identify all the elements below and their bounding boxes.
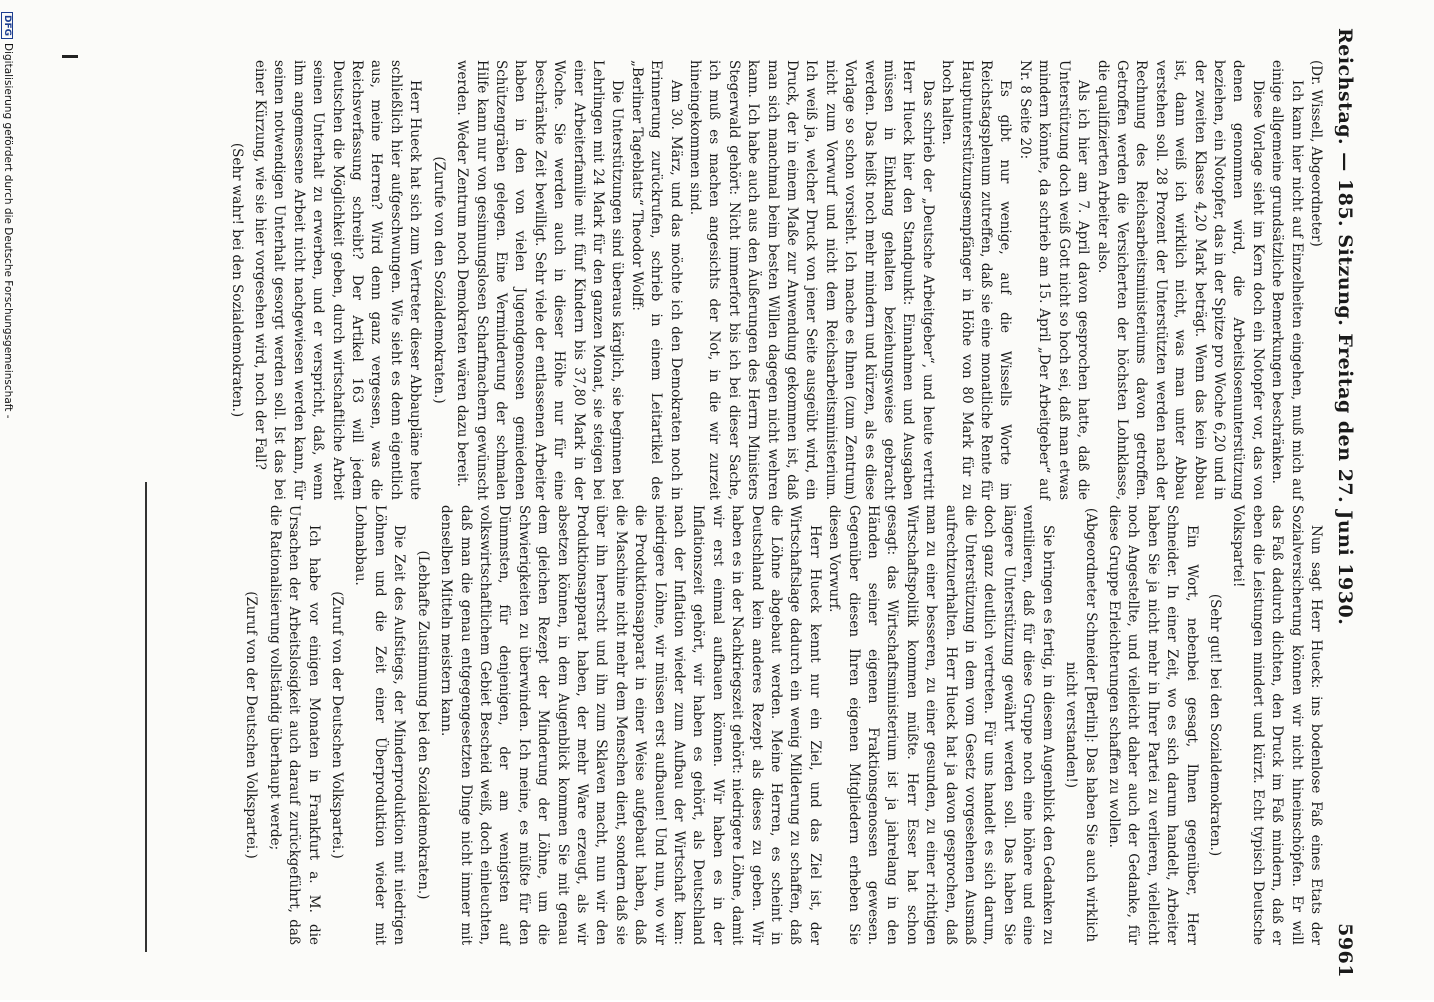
left-paragraph: Herr Hueck hat sich zum Vertreter dieser Abbaupläne heute schließlich hier aufgeschwungen. Wie sieht es denn eigentlich aus, meine Herren? Wird denn ganz vergessen, was die Reichsverfassung schreibt? Der Artikel 163 will jedem Deutschen die Möglichkeit geben, durch wirtschaftliche Arbeit seinen Unterhalt zu erwerben, und er verspricht, daß, wenn ihm angemessene Arbeit nicht nachgewiesen werden kann, für seinen notwendigen Unterhalt gesorgt werden soll. Ist das bei einer Kürzung, wie sie hier vorgesehen wird, noch der Fall? — [252, 60, 424, 500]
left-paragraph: (Sehr wahr! bei den Sozialdemokraten.) — [228, 142, 245, 418]
left-paragraph: (Dr. Wissell, Abgeordneter) — [1308, 60, 1324, 247]
right-paragraph: (Zuruf von der Deutschen Volkspartei.) — [329, 591, 346, 859]
running-header — [1330, 28, 1360, 978]
right-paragraph: (Sehr gut! bei den Sozialdemokraten.) — [1206, 593, 1223, 857]
left-paragraph: Als ich hier am 7. April davon gesprochen hatte, daß die Unterstützung doch weiß Gott nicht so hoch sei, daß man etwas mindern könnte, da schrieb am 15. April „Der Arbeitgeber“ auf Nr. 8 Seite 20: — [1016, 60, 1092, 500]
column-divider — [145, 482, 147, 952]
dfg-logo: DFG — [1, 12, 13, 39]
right-paragraph: (Lebhafte Zustimmung bei den Sozialdemokraten.) — [414, 550, 431, 900]
right-paragraph: Ich habe vor einigen Monaten in Frankfurt a. M. die Ursachen der Arbeitslosigkeit auch darauf zurückgeführt, daß die Rationalisierung vollständig überhaupt werde; — [266, 505, 322, 945]
right-paragraph: Ein Wort, nebenbei gesagt, Ihnen gegenüber, Herr Schneider. In einer Zeit, wo es sich darum handelt, Arbeiter haben Sie ja nicht mehr in Ihrer Partei zu verlieren, vielleicht noch Angestellte, und vielleicht daher auch der Gedanke, für diese Gruppe Erleichterungen schaffen zu wollen. — [1105, 505, 1200, 945]
left-paragraph: Ich kann hier nicht auf Einzelheiten eingehen, muß mich auf einige allgemeine grundsätzliche Bemerkungen beschränken. — [1269, 60, 1305, 500]
right-paragraph: Nun sagt Herr Hueck: ins bodenlose Faß eines Etats der Sozialversicherung können wir nicht hineinschöpfen. Er will das Faß dadurch dichten, den Druck im Faß mindern, daß er eben die Leistungen mindert und kürzt. Echt typisch Deutsche Volkspartei! — [1230, 505, 1324, 945]
left-paragraph: Diese Vorlage sieht im Kern doch ein Notopfer vor, das von denen genommen wird, die Arbeitslosenunterstützung beziehen, ein Notopfer, das in der Spitze pro Woche 6,20 und in der zweiten Klasse 4,20 Mark beträgt. Wenn das kein Abbau ist, dann weiß ich wirklich nicht, was man unter Abbau verstehen soll. 28 Prozent der Unterstützten werden nach der Rechnung des Reichsarbeitsministeriums davon getroffen. Getroffen werden die Versicherten der höchsten Lohnklasse, die qualifizierten Arbeiter also. — [1094, 60, 1266, 500]
left-paragraph: Es gibt nur wenige, auf die Wissells Worte im Reichstagsplenum zutreffen, daß sie eine monatliche Rente für Hauptunterstützungsempfänger in Höhe von 80 Mark für zu hoch halten. — [939, 60, 1014, 500]
header-title: Reichstag. — 185. Sitzung. Freitag den 27. Juni 1930. — [1334, 28, 1356, 626]
right-paragraph: Die Zeit des Aufstiegs, der Minderproduktion mit niedrigen Löhnen und die Zeit einer Überproduktion wieder mit Lohnabbau. — [352, 505, 408, 945]
footer-text: Digitalisierung gefördert durch die Deutsche Forschungsgemeinschaft - — [2, 43, 14, 419]
digitization-footer — [0, 12, 14, 1002]
page-number: 5961 — [1334, 923, 1356, 978]
scan-mark — [62, 55, 78, 58]
left-paragraph: Am 30. März, und das möchte ich den Demokraten noch in Erinnerung zurückrufen, schrieb in einem Leitartikel des „Berliner Tageblatts“ Theodor Wolff: — [628, 60, 684, 500]
left-paragraph: Das schrieb der „Deutsche Arbeitgeber“, und heute vertritt Herr Hueck hier den Standpunkt: Einnahmen und Ausgaben müssen in Einklang gehalten beziehungsweise gebracht werden. Das heißt noch mehr mindern und kürzen, als es diese Vorlage so schon vorsieht. Ich mache es Ihnen (zum Zentrum) nicht zum Vorwurf und nicht dem Reichsarbeitsministerium. Ich weiß ja, welcher Druck von jener Seite ausgeübt wird, ein Druck, der in einem Maße zur Anwendung gekommen ist, daß man sich manchmal beim besten Willen dagegen nicht wehren kann. Ich habe auch aus den Äußerungen des Herrn Ministers Stegerwald gehört: Nicht immerfort bis ich bei dieser Sache, ich muß es machen angesichts der Not, in die wir zurzeit hineingekommen sind. — [687, 60, 936, 500]
right-paragraph: Sie bringen es fertig, in diesem Augenblick den Gedanken zu ventilieren, daß für diese Gruppe noch eine höhere und eine längere Unterstützung gewährt werden soll. Das haben Sie doch ganz deutlich vertreten. Für uns handelt es sich darum, die Unterstützung in dem vom Gesetz vorgesehenen Ausmaß aufrechtzuerhalten. Herr Hueck hat ja davon gesprochen, daß man zu einer besseren, zu einer gesunden, zu einer richtigen Wirtschaftspolitik kommen müßte. Herr Esser hat schon gesagt: das Wirtschaftsministerium ist ja jahrelang in den Händen seiner eigenen Fraktionsgenossen gewesen. Gegenüber diesen Ihren eigenen Mitgliedern erheben Sie diesen Vorwurf. — [826, 505, 1056, 945]
right-paragraph: (Abgeordneter Schneider [Berlin]: Das haben Sie auch wirklich nicht verstanden!) — [1063, 507, 1099, 943]
right-paragraph: Herr Hueck kennt nur ein Ziel, und das Ziel ist, der Wirtschaftslage dadurch ein wenig Milderung zu schaffen, daß die Löhne abgebaut werden. Meine Herren, es scheint in Deutschland kein anderes Rezept als dieses zu geben. Wir haben es in der Nachkriegszeit gehört: niedrigere Löhne, damit wir erst einmal aufbauen können. Wir haben es in der Inflationszeit gehört, wir haben es gehört, als Deutschland nach der Inflation wieder zum Aufbau der Wirtschaft kam: niedrigere Löhne, wir müssen erst aufbauen! Und nun, wo wir die Produktionsapparat in einer Weise aufgebaut haben, daß die Maschine nicht mehr dem Menschen dient, sondern daß sie über ihn herrscht und ihn zum Sklaven macht, nun wir den Produktionsapparat haben, der mehr Ware erzeugt, als wir absetzen können, in dem Augenblick kommen Sie mit genau dem gleichen Rezept der Minderung der Löhne, um die Schwierigkeiten zu überwinden. Ich meine, es müßte für den Dümmsten, für denjenigen, der am wenigsten auf volkswirtschaftlichem Gebiet Bescheid weiß, doch einleuchten, daß man die genau entgegengesetzten Dinge nicht immer mit denselben Mitteln meistern kann. — [438, 505, 823, 945]
left-paragraph: Die Unterstützungen sind überaus kärglich, sie beginnen bei Lehrlingen mit 24 Mark für den ganzen Monat, sie steigen bei einer Arbeiterfamilie mit fünf Kindern bis 37,80 Mark in der Woche. Sie werden auch in dieser Höhe nur für eine beschränkte Zeit bewilligt. Sehr viele der entlassenen Arbeiter haben in den von vielen Jugendgenossen gemiedenen Schützengräben gelegen. Eine Verminderung der schmalen Hilfe kann nur von gesinnungslosen Scharfmachern gewünscht werden. Weder Zentrum noch Demokraten wären dazu bereit. — [454, 60, 626, 500]
right-paragraph: (Zuruf von der Deutschen Volkspartei.) — [243, 591, 260, 859]
text-column-right — [237, 505, 1325, 945]
text-column-left — [222, 60, 1325, 500]
left-paragraph: (Zurufe von den Sozialdemokraten.) — [430, 156, 447, 404]
